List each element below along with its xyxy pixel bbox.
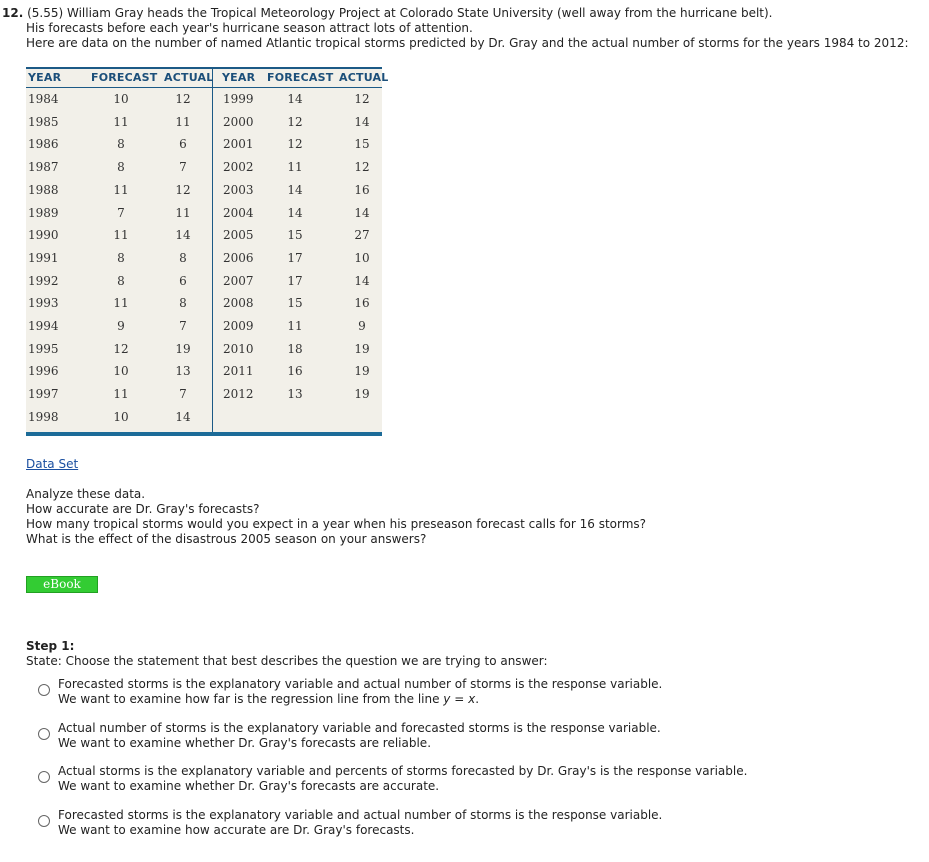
step-title: Step 1:: [26, 639, 75, 653]
table-cell-forecast: 8: [117, 273, 125, 288]
analyze-line: How many tropical storms would you expect in a year when his preseason forecast calls for 16 storms?: [26, 517, 647, 531]
option-line: We want to examine whether Dr. Gray's forecasts are reliable.: [58, 736, 432, 750]
table-cell-actual: 9: [358, 319, 366, 333]
table-cell-year: 1984: [28, 92, 59, 106]
table-header-cell: FORECAST: [267, 71, 334, 84]
table-cell-forecast: 13: [287, 387, 303, 402]
table-cell-forecast: 11: [287, 319, 303, 333]
table-cell-forecast: 16: [287, 364, 303, 379]
math-expression: y = x: [443, 692, 476, 706]
table-cell-actual: 11: [175, 114, 191, 129]
table-cell-year: 2003: [223, 182, 254, 197]
table-cell-forecast: 14: [287, 182, 303, 197]
table-cell-actual: 12: [175, 182, 191, 197]
table-cell-forecast: 12: [287, 137, 303, 152]
table-cell-year: 2005: [223, 228, 254, 243]
table-cell-year: 1985: [28, 114, 59, 129]
table-cell-year: 1993: [28, 296, 59, 311]
analyze-line: How accurate are Dr. Gray's forecasts?: [26, 502, 260, 516]
question-header-text: (5.55) William Gray heads the Tropical Meteorology Project at Colorado State University (well away from the hurricane belt).: [27, 6, 773, 20]
table-cell-year: 2008: [223, 296, 254, 311]
table-cell-actual: 14: [354, 205, 370, 220]
table-cell-actual: 27: [354, 228, 370, 243]
question-intro: [26, 21, 909, 51]
table-cell-forecast: 15: [287, 296, 303, 311]
analyze-line: Analyze these data.: [26, 487, 146, 501]
table-cell-actual: 8: [179, 250, 187, 265]
data-set-link[interactable]: Data Set: [26, 457, 79, 471]
table-cell-actual: 12: [354, 92, 370, 106]
table-cell-year: 1994: [28, 319, 59, 333]
table-cell-year: 1999: [223, 92, 254, 106]
table-header-cell: ACTUAL: [164, 71, 214, 84]
table-cell-forecast: 10: [113, 364, 129, 379]
table-cell-year: 1989: [28, 205, 59, 220]
table-cell-actual: 14: [175, 409, 191, 424]
table-cell-actual: 6: [179, 137, 187, 152]
table-cell-actual: 7: [179, 319, 187, 333]
table-column-divider: [212, 69, 213, 432]
table-cell-actual: 7: [179, 387, 187, 402]
table-cell-actual: 12: [175, 92, 191, 106]
table-cell-actual: 12: [354, 160, 370, 175]
option-line: We want to examine how far is the regression line from the line y = x.: [58, 692, 480, 706]
table-cell-forecast: 18: [287, 341, 303, 356]
table-cell-forecast: 14: [287, 92, 303, 106]
table-cell-forecast: 8: [117, 137, 125, 152]
ebook-button[interactable]: eBook: [26, 576, 98, 593]
table-cell-forecast: 15: [287, 228, 303, 243]
analyze-line: What is the effect of the disastrous 2005 season on your answers?: [26, 532, 427, 546]
table-cell-forecast: 8: [117, 250, 125, 265]
table-cell-actual: 19: [175, 341, 191, 356]
table-cell-forecast: 11: [113, 387, 129, 402]
table-cell-year: 1990: [28, 228, 59, 243]
table-header-rule: [26, 87, 382, 88]
table-cell-actual: 16: [354, 296, 370, 311]
table-cell-year: 1991: [28, 250, 59, 265]
table-cell-actual: 14: [354, 273, 370, 288]
table-cell-forecast: 11: [287, 160, 303, 175]
table-cell-year: 2011: [223, 364, 254, 379]
table-cell-year: 2010: [223, 341, 254, 356]
table-cell-year: 2004: [223, 205, 254, 220]
table-cell-forecast: 14: [287, 205, 303, 220]
table-cell-actual: 8: [179, 296, 187, 311]
table-cell-actual: 16: [354, 182, 370, 197]
table-cell-actual: 14: [354, 114, 370, 129]
table-cell-year: 1996: [28, 364, 59, 379]
table-header-cell: ACTUAL: [339, 71, 389, 84]
table-cell-forecast: 12: [113, 341, 129, 356]
table-cell-forecast: 7: [117, 205, 125, 220]
table-cell-actual: 7: [179, 160, 187, 175]
table-cell-actual: 19: [354, 364, 370, 379]
table-cell-forecast: 17: [287, 273, 303, 288]
table-cell-actual: 10: [354, 250, 370, 265]
table-cell-actual: 15: [354, 137, 370, 152]
table-cell-year: 2002: [223, 160, 254, 175]
option-line: We want to examine how accurate are Dr. Gray's forecasts.: [58, 823, 415, 837]
table-cell-year: 2009: [223, 319, 254, 333]
table-cell-year: 2001: [223, 137, 254, 152]
table-cell-year: 2000: [223, 114, 254, 129]
table-cell-forecast: 11: [113, 182, 129, 197]
question-number: 12.: [2, 6, 24, 20]
question-header: [2, 6, 773, 21]
table-cell-actual: 13: [175, 364, 191, 379]
table-cell-year: 1988: [28, 182, 59, 197]
table-cell-actual: 14: [175, 228, 191, 243]
analyze-instructions: [26, 487, 646, 547]
table-cell-year: 1987: [28, 160, 59, 175]
option-line: Actual storms is the explanatory variable and percents of storms forecasted by Dr. Gray's is the response variable.: [58, 764, 748, 778]
table-header-cell: YEAR: [222, 71, 256, 84]
table-cell-forecast: 12: [287, 114, 303, 129]
table-cell-year: 1986: [28, 137, 59, 152]
option-line: We want to examine whether Dr. Gray's forecasts are accurate.: [58, 779, 440, 793]
table-cell-forecast: 17: [287, 250, 303, 265]
table-header-cell: YEAR: [28, 71, 62, 84]
table-cell-actual: 11: [175, 205, 191, 220]
option-line: Actual number of storms is the explanatory variable and forecasted storms is the response variable.: [58, 721, 661, 735]
intro-line: His forecasts before each year's hurricane season attract lots of attention.: [26, 21, 473, 35]
table-bottom-rule: [26, 432, 382, 436]
radio-button[interactable]: [38, 728, 50, 740]
table-cell-forecast: 10: [113, 92, 129, 106]
table-cell-year: 1998: [28, 409, 59, 424]
table-cell-year: 1997: [28, 387, 59, 402]
table-header-cell: FORECAST: [91, 71, 158, 84]
option-line: Forecasted storms is the explanatory variable and actual number of storms is the response variable.: [58, 677, 663, 691]
table-cell-forecast: 11: [113, 228, 129, 243]
table-cell-forecast: 8: [117, 160, 125, 175]
table-cell-year: 1992: [28, 273, 59, 288]
intro-line: Here are data on the number of named Atlantic tropical storms predicted by Dr. Gray and the actual number of storms for the years 1984 to 2012:: [26, 36, 909, 50]
radio-button[interactable]: [38, 815, 50, 827]
storm-data-table: [26, 67, 389, 436]
table-cell-actual: 19: [354, 387, 370, 402]
table-cell-forecast: 10: [113, 409, 129, 424]
option-line: Forecasted storms is the explanatory variable and actual number of storms is the response variable.: [58, 808, 663, 822]
step-prompt: State: Choose the statement that best describes the question we are trying to answer:: [26, 654, 548, 668]
table-cell-year: 2012: [223, 387, 254, 402]
table-top-rule: [26, 67, 382, 69]
table-cell-forecast: 11: [113, 114, 129, 129]
table-cell-year: 2007: [223, 273, 254, 288]
radio-button[interactable]: [38, 771, 50, 783]
table-cell-year: 1995: [28, 341, 59, 356]
table-cell-forecast: 11: [113, 296, 129, 311]
table-cell-actual: 19: [354, 341, 370, 356]
table-cell-forecast: 9: [117, 319, 125, 333]
table-cell-actual: 6: [179, 273, 187, 288]
radio-button[interactable]: [38, 684, 50, 696]
table-cell-year: 2006: [223, 250, 254, 265]
